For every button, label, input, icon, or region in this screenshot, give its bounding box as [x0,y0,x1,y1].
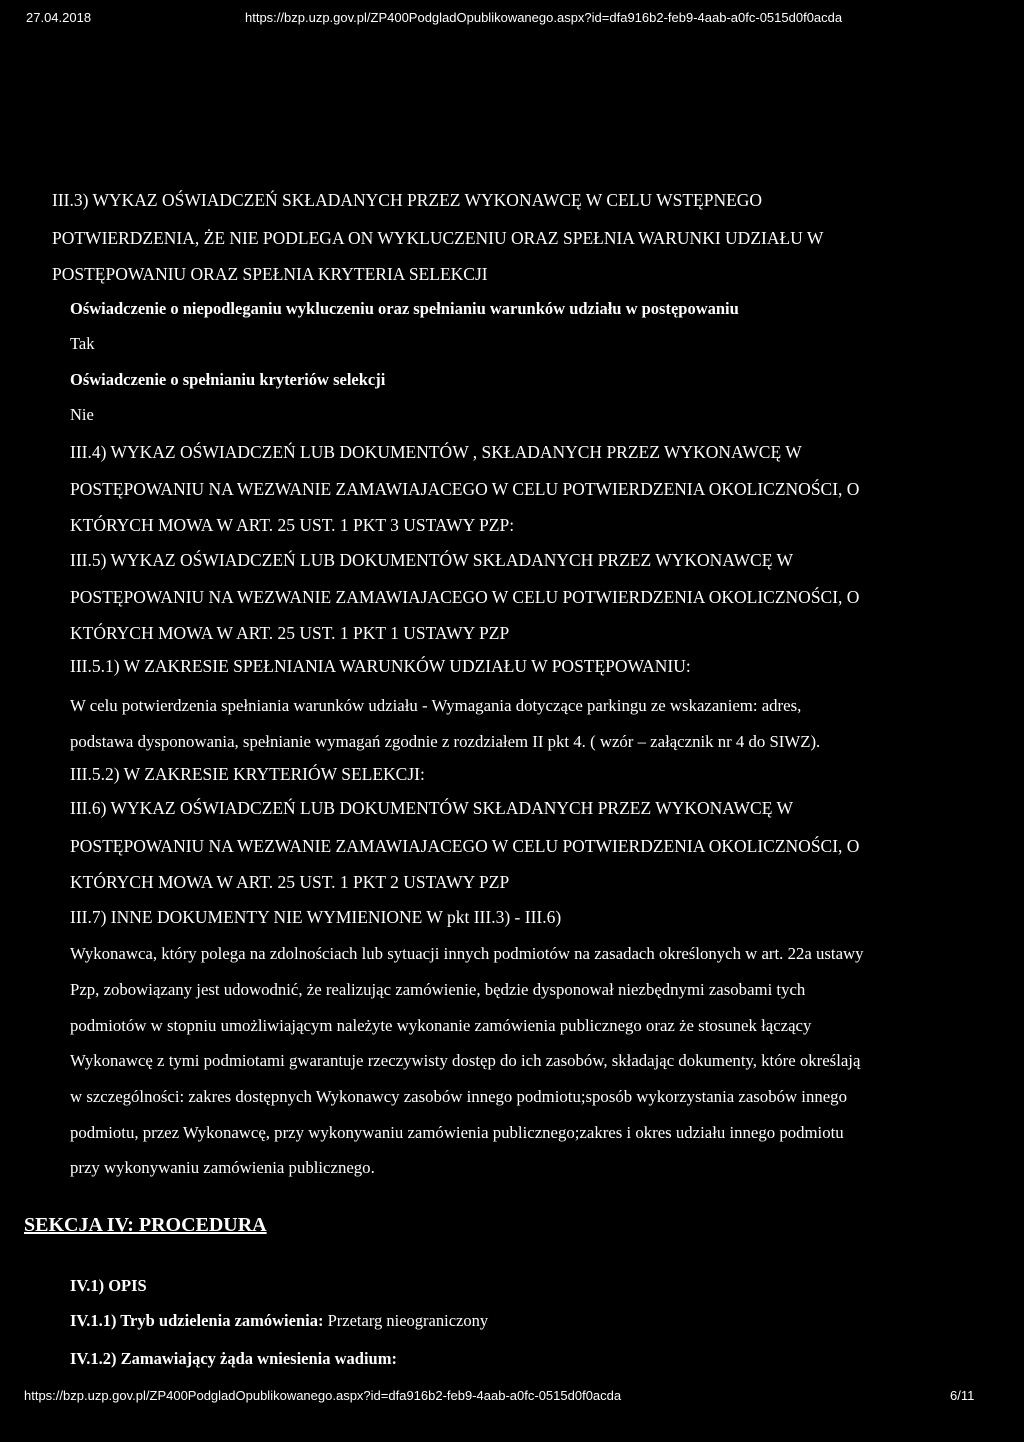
section-3-heading-line-2: POTWIERDZENIA, ŻE NIE PODLEGA ON WYKLUCZENIU ORAZ SPEŁNIA WARUNKI UDZIAŁU W [52,228,824,248]
subsection-5-1-text-line-2: podstawa dysponowania, spełnianie wymagań zgodnie z rozdziałem II pkt 4. ( wzór – załącznik nr 4 do SIWZ). [70,732,821,751]
section-7-text-line-2: Pzp, zobowiązany jest udowodnić, że realizując zamówienie, będzie dysponował niezbędnymi zasobami tych [70,980,806,999]
footer-url[interactable]: https://bzp.uzp.gov.pl/ZP400PodgladOpublikowanego.aspx?id=dfa916b2-feb9-4aab-a0fc-0515d0f0acda [24,1388,622,1403]
section-7-text-line-1: Wykonawca, który polega na zdolnościach lub sytuacji innych podmiotów na zasadach określonych w art. 22a ustawy [70,944,864,963]
section-iv-title: SEKCJA IV: PROCEDURA [24,1214,267,1236]
section-4-heading-line-1: III.4) WYKAZ OŚWIADCZEŃ LUB DOKUMENTÓW , SKŁADANYCH PRZEZ WYKONAWCĘ W [70,442,802,462]
iv-1-opis-heading: IV.1) OPIS [70,1276,147,1295]
section-5-heading-line-2: POSTĘPOWANIU NA WEZWANIE ZAMAWIAJACEGO W CELU POTWIERDZENIA OKOLICZNOŚCI, O [70,587,860,607]
print-date: 27.04.2018 [26,10,92,25]
section-6-heading-line-3: KTÓRYCH MOWA W ART. 25 UST. 1 PKT 2 USTAWY PZP [70,872,510,892]
section-7-text-line-4: Wykonawcę z tymi podmiotami gwarantuje rzeczywisty dostęp do ich zasobów, składając dokumenty, które określają [70,1051,861,1070]
section-6-heading-line-2: POSTĘPOWANIU NA WEZWANIE ZAMAWIAJACEGO W CELU POTWIERDZENIA OKOLICZNOŚCI, O [70,836,860,856]
subsection-5-2-heading: III.5.2) W ZAKRESIE KRYTERIÓW SELEKCJI: [70,764,425,784]
statement-selection-criteria-label: Oświadczenie o spełnianiu kryteriów selekcji [70,370,386,389]
subsection-5-1-heading: III.5.1) W ZAKRESIE SPEŁNIANIA WARUNKÓW UDZIAŁU W POSTĘPOWANIU: [70,656,691,676]
iv-1-2-label: IV.1.2) Zamawiający żąda wniesienia wadium: [70,1349,397,1368]
iv-1-1-label: IV.1.1) Tryb udzielenia zamówienia: [70,1311,324,1330]
section-7-text-line-6: podmiotu, przez Wykonawcę, przy wykonywaniu zamówienia publicznego;zakres i okres udziału innego podmiotu [70,1123,844,1142]
section-3-heading-line-1: III.3) WYKAZ OŚWIADCZEŃ SKŁADANYCH PRZEZ WYKONAWCĘ W CELU WSTĘPNEGO [52,190,763,210]
section-7-text-line-3: podmiotów w stopniu umożliwiającym należyte wykonanie zamówienia publicznego oraz że stosunek łączący [70,1016,812,1035]
iv-1-1-row [70,1311,488,1331]
section-5-heading-line-3: KTÓRYCH MOWA W ART. 25 UST. 1 PKT 1 USTAWY PZP [70,623,510,643]
iv-1-1-value: Przetarg nieograniczony [327,1311,489,1330]
section-7-text-line-5: w szczególności: zakres dostępnych Wykonawcy zasobów innego podmiotu;sposób wykorzystania zasobów innego [70,1087,847,1106]
subsection-5-1-text-line-1: W celu potwierdzenia spełniania warunków udziału - Wymagania dotyczące parkingu ze wskazaniem: adres, [70,696,802,715]
section-7-heading: III.7) INNE DOKUMENTY NIE WYMIENIONE W pkt III.3) - III.6) [70,907,562,927]
section-4-heading-line-2: POSTĘPOWANIU NA WEZWANIE ZAMAWIAJACEGO W CELU POTWIERDZENIA OKOLICZNOŚCI, O [70,479,860,499]
statement-selection-criteria-value: Nie [70,405,94,424]
page-header [0,0,1024,40]
page-number: 6/11 [950,1388,975,1403]
section-4-heading-line-3: KTÓRYCH MOWA W ART. 25 UST. 1 PKT 3 USTAWY PZP: [70,515,515,535]
statement-nonexclusion-value: Tak [70,334,95,353]
section-7-text-line-7: przy wykonywaniu zamówienia publicznego. [70,1158,375,1177]
section-6-heading-line-1: III.6) WYKAZ OŚWIADCZEŃ LUB DOKUMENTÓW SKŁADANYCH PRZEZ WYKONAWCĘ W [70,798,793,818]
header-url[interactable]: https://bzp.uzp.gov.pl/ZP400PodgladOpublikowanego.aspx?id=dfa916b2-feb9-4aab-a0fc-0515d0f0acda [245,10,843,25]
statement-nonexclusion-label: Oświadczenie o niepodleganiu wykluczeniu oraz spełnianiu warunków udziału w postępowaniu [70,299,739,318]
section-3-heading-line-3: POSTĘPOWANIU ORAZ SPEŁNIA KRYTERIA SELEKCJI [52,264,488,284]
section-5-heading-line-1: III.5) WYKAZ OŚWIADCZEŃ LUB DOKUMENTÓW SKŁADANYCH PRZEZ WYKONAWCĘ W [70,550,793,570]
